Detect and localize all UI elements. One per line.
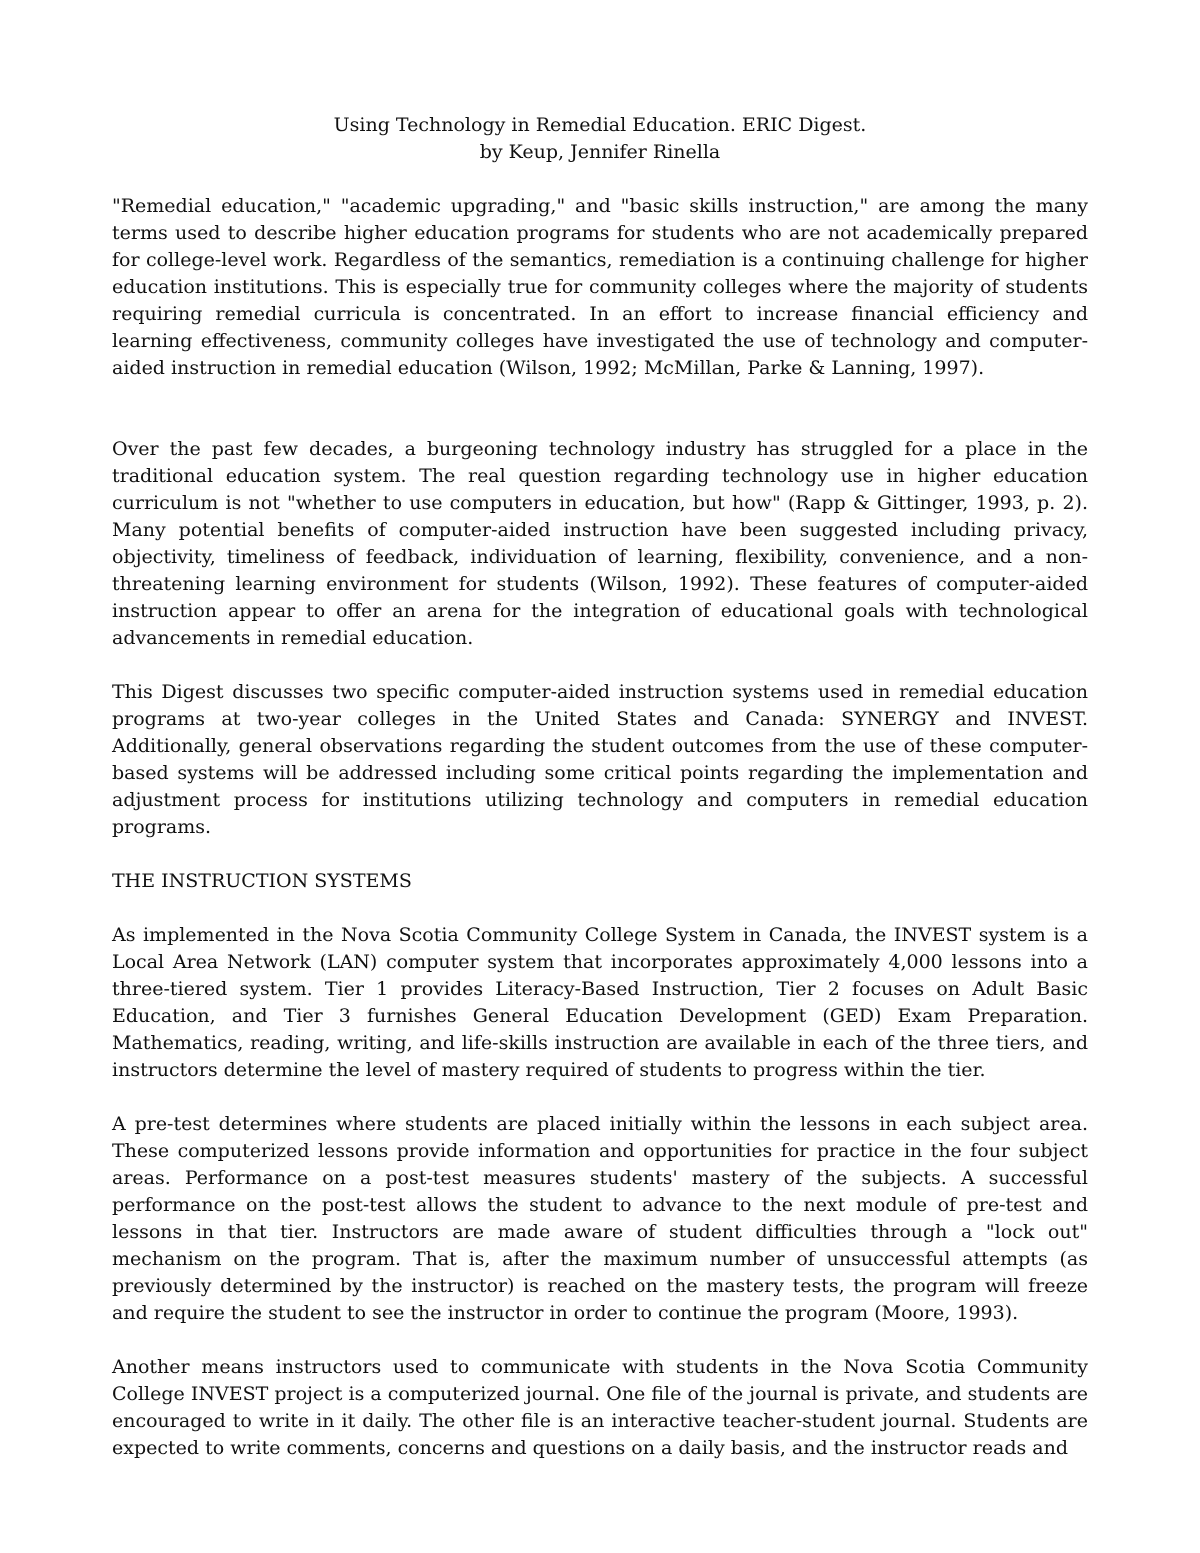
paragraph-invest-system: As implemented in the Nova Scotia Community College System in Canada, the INVEST system is a Local Area Network (LAN) computer system that incorporates approximately 4,000 lessons into a three-tiered system. Tier 1 provides Literacy-Based Instruction, Tier 2 focuses on Adult Basic Education, and Tier 3 furnishes General Education Development (GED) Exam Preparation. Mathematics, reading, writing, and life-skills instruction are available in each of the three tiers, and instructors determine the level of mastery required of students to progress within the tier. [112,924,1088,1081]
document-byline: by Keup, Jennifer Rinella [479,141,721,163]
title-block [112,112,1088,166]
document-page [112,112,1088,1489]
paragraph-digest-scope: This Digest discusses two specific computer-aided instruction systems used in remedial education programs at two-year colleges in the United States and Canada: SYNERGY and INVEST. Additionally, general observations regarding the student outcomes from the use of these computer-based systems will be addressed including some critical points regarding the implementation and adjustment process for institutions utilizing technology and computers in remedial education programs. [112,681,1088,838]
paragraph-technology: Over the past few decades, a burgeoning technology industry has struggled for a place in the traditional education system. The real question regarding technology use in higher education curriculum is not "whether to use computers in education, but how" (Rapp & Gittinger, 1993, p. 2). Many potential benefits of computer-aided instruction have been suggested including privacy, objectivity, timeliness of feedback, individuation of learning, flexibility, convenience, and a non-threatening learning environment for students (Wilson, 1992). These features of computer-aided instruction appear to offer an arena for the integration of educational goals with technological advancements in remedial education. [112,438,1088,649]
paragraph-pretest: A pre-test determines where students are placed initially within the lessons in each subject area. These computerized lessons provide information and opportunities for practice in the four subject areas. Performance on a post-test measures students' mastery of the subjects. A successful performance on the post-test allows the student to advance to the next module of pre-test and lessons in that tier. Instructors are made aware of student difficulties through a "lock out" mechanism on the program. That is, after the maximum number of unsuccessful attempts (as previously determined by the instructor) is reached on the mastery tests, the program will freeze and require the student to see the instructor in order to continue the program (Moore, 1993). [112,1113,1088,1324]
document-title: Using Technology in Remedial Education. ERIC Digest. [333,114,867,136]
paragraph-journal: Another means instructors used to communicate with students in the Nova Scotia Community College INVEST project is a computerized journal. One file of the journal is private, and students are encouraged to write in it daily. The other file is an interactive teacher-student journal. Students are expected to write comments, concerns and questions on a daily basis, and the instructor reads and [112,1356,1088,1459]
section-heading: THE INSTRUCTION SYSTEMS [112,870,412,892]
paragraph-intro: "Remedial education," "academic upgrading," and "basic skills instruction," are among the many terms used to describe higher education programs for students who are not academically prepared for college-level work. Regardless of the semantics, remediation is a continuing challenge for higher education institutions. This is especially true for community colleges where the majority of students requiring remedial curricula is concentrated. In an effort to increase financial efficiency and learning effectiveness, community colleges have investigated the use of technology and computer-aided instruction in remedial education (Wilson, 1992; McMillan, Parke & Lanning, 1997). [112,195,1088,379]
